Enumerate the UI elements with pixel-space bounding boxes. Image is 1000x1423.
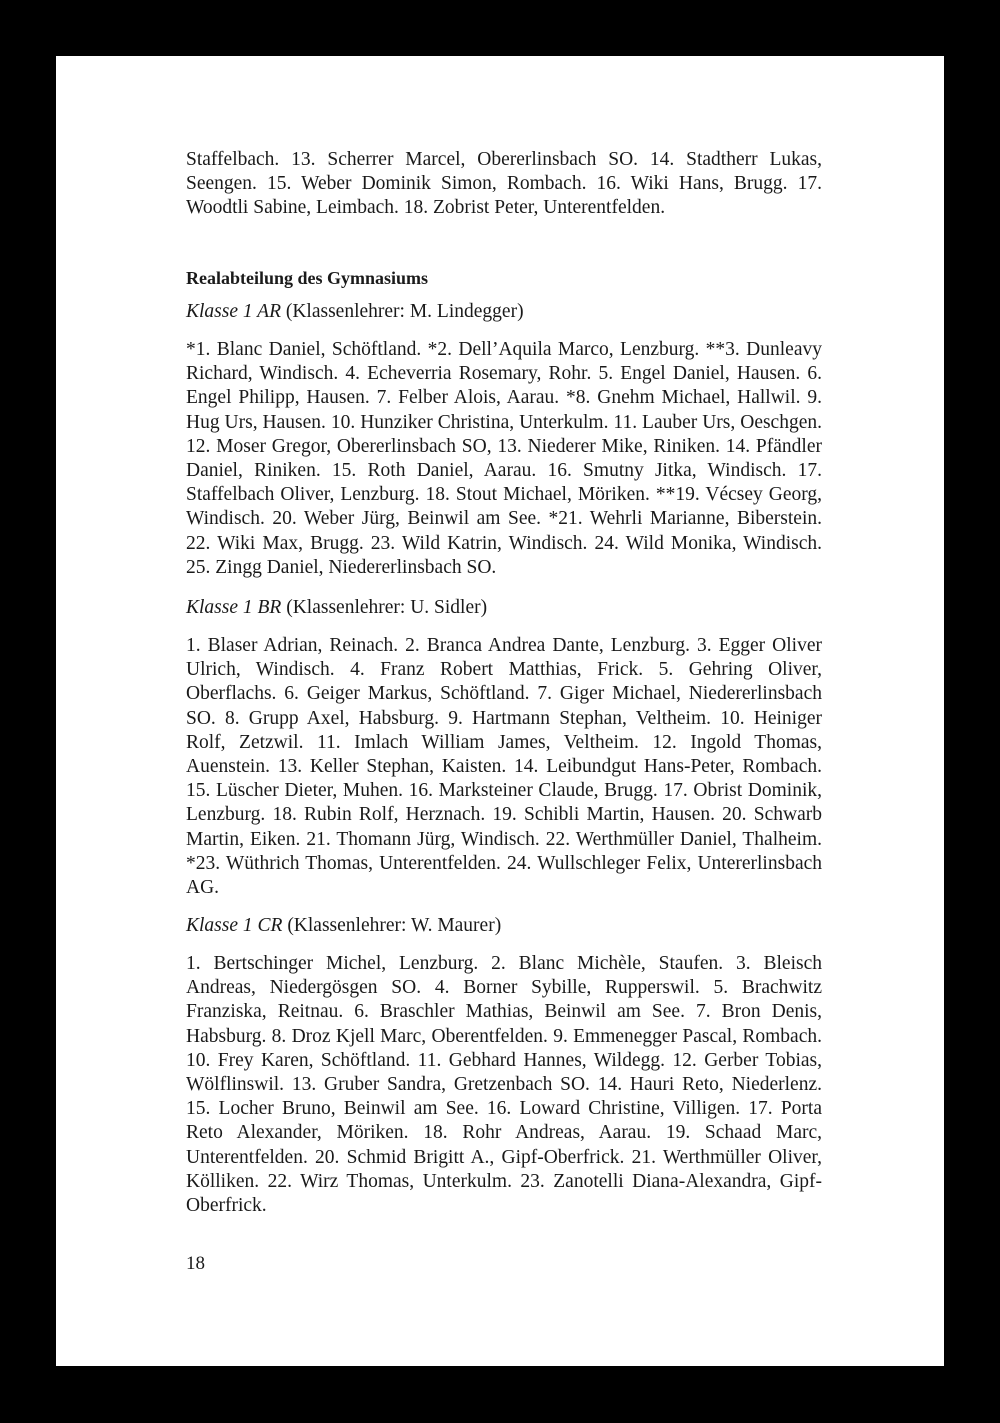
- section-title: Realabteilung des Gymnasiums: [186, 268, 429, 288]
- class-1ar-teacher: (Klassenlehrer: M. Lindegger): [285, 301, 524, 322]
- class-1cr-student-list: 1. Bertschinger Michel, Lenzburg. 2. Blanc Michèle, Staufen. 3. Bleisch Andreas, Niedergösgen SO. 4. Borner Sybille, Rupperswil. 5. Brachwitz Franziska, Reitnau. 6. Braschler Mathias, Beinwil am See. 7. Bron Denis, Habsburg. 8. Droz Kjell Marc, Oberentfelden. 9. Emmenegger Pascal, Rombach. 10. Frey Karen, Schöftland. 11. Gebhard Hannes, Wildegg. 12. Gerber Tobias, Wölflinswil. 13. Gruber Sandra, Gretzenbach SO. 14. Hauri Reto, Niederlenz. 15. Locher Bruno, Beinwil am See. 16. Loward Christine, Villigen. 17. Porta Reto Alexander, Möriken. 18. Rohr Andreas, Aarau. 19. Schaad Marc, Unterentfelden. 20. Schmid Brigitt A., Gipf-Oberfrick. 21. Werthmüller Oliver, Kölliken. 22. Wirz Thomas, Unterkulm. 23. Zanotelli Diana-Alexandra, Gipf-Oberfrick.: [186, 953, 822, 1217]
- document-page: [56, 56, 944, 1366]
- intro-text: Staffelbach. 13. Scherrer Marcel, Obererlinsbach SO. 14. Stadtherr Lukas, Seengen. 15. Weber Dominik Simon, Rombach. 16. Wiki Hans, Brugg. 17. Woodtli Sabine, Leimbach. 18. Zobrist Peter, Unterentfelden.: [186, 149, 822, 219]
- page-number: 18: [186, 1253, 205, 1274]
- intro-paragraph: [186, 148, 822, 221]
- class-1ar-student-list: *1. Blanc Daniel, Schöftland. *2. Dell’Aquila Marco, Lenzburg. **3. Dunleavy Richard, Windisch. 4. Echeverria Rosemary, Rohr. 5. Engel Daniel, Hausen. 6. Engel Philipp, Hausen. 7. Felber Alois, Aarau. *8. Gnehm Michael, Hallwil. 9. Hug Urs, Hausen. 10. Hunziker Christina, Unterkulm. 11. Lauber Urs, Oeschgen. 12. Moser Gregor, Obererlinsbach SO, 13. Niederer Mike, Riniken. 14. Pfändler Daniel, Riniken. 15. Roth Daniel, Aarau. 16. Smutny Jitka, Windisch. 17. Staffelbach Oliver, Lenzburg. 18. Stout Michael, Möriken. **19. Vécsey Georg, Windisch. 20. Weber Jürg, Beinwil am See. *21. Wehrli Marianne, Biberstein. 22. Wiki Max, Brugg. 23. Wild Katrin, Windisch. 24. Wild Monika, Windisch. 25. Zingg Daniel, Niedererlinsbach SO.: [186, 339, 822, 578]
- class-1br-teacher: (Klassenlehrer: U. Sidler): [286, 597, 488, 618]
- class-1ar-name: Klasse 1 AR: [186, 301, 281, 322]
- class-1cr-teacher: (Klassenlehrer: W. Maurer): [287, 915, 502, 936]
- class-1br-student-list: 1. Blaser Adrian, Reinach. 2. Branca Andrea Dante, Lenzburg. 3. Egger Oliver Ulrich, Windisch. 4. Franz Robert Matthias, Frick. 5. Gehring Oliver, Oberflachs. 6. Geiger Markus, Schöftland. 7. Giger Michael, Niedererlinsbach SO. 8. Grupp Axel, Habsburg. 9. Hartmann Stephan, Veltheim. 10. Heiniger Rolf, Zetzwil. 11. Imlach William James, Veltheim. 12. Ingold Thomas, Auenstein. 13. Keller Stephan, Kaisten. 14. Leibundgut Hans-Peter, Rombach. 15. Lüscher Dieter, Muhen. 16. Marksteiner Claude, Brugg. 17. Obrist Dominik, Lenzburg. 18. Rubin Rolf, Herznach. 19. Schibli Martin, Hausen. 20. Schwarb Martin, Eiken. 21. Thomann Jürg, Windisch. 22. Werthmüller Daniel, Thalheim. *23. Wüthrich Thomas, Unterentfelden. 24. Wullschleger Felix, Untererlinsbach AG.: [186, 635, 822, 899]
- class-1br-header: [186, 596, 822, 620]
- class-1ar-students: [186, 338, 822, 580]
- class-1br-name: Klasse 1 BR: [186, 597, 282, 618]
- class-1cr-name: Klasse 1 CR: [186, 915, 283, 936]
- class-1ar-header: [186, 300, 822, 324]
- class-1cr-students: [186, 952, 822, 1218]
- class-1cr-header: [186, 914, 822, 938]
- class-1br-students: [186, 634, 822, 900]
